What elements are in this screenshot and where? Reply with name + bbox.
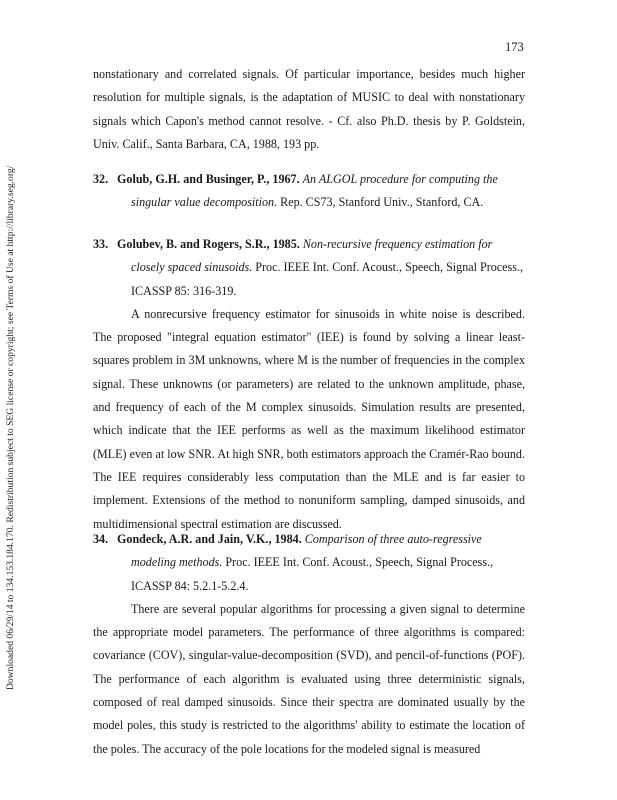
entry-number: 33. <box>93 237 109 251</box>
entry-year: 1985. <box>272 237 300 251</box>
entry-source: Rep. CS73, Stanford Univ., Stanford, CA. <box>280 195 484 210</box>
entry-title: Comparison of three auto-regressive modeling methods. <box>131 532 482 570</box>
page-number: 173 <box>505 40 524 54</box>
entry-authors: Golubev, B. and Rogers, S.R., <box>117 237 270 251</box>
entry-number: 34. <box>93 532 109 546</box>
entry-source: Proc. IEEE Int. Conf. Acoust., Speech, Signal Process., ICASSP 84: 5.2.1-5.2.4. <box>131 555 494 593</box>
citation <box>93 233 525 303</box>
entry-title: An ALGOL procedure for computing the singular value decomposition. <box>131 172 498 210</box>
download-notice: Downloaded 06/29/14 to 134.153.184.170. Redistribution subject to SEG license or copyright; see Terms of Use at http://library.seg.org/ <box>5 165 16 690</box>
reference-entry-33 <box>93 233 525 536</box>
entry-authors: Gondeck, A.R. and Jain, V.K., <box>117 532 272 546</box>
entry-year: 1984. <box>274 532 302 546</box>
entry-abstract: There are several popular algorithms for processing a given signal to determine the appropriate model parameters. The performance of three algorithms is compared: covariance (COV), singular-value-decomposition (SVD), and pencil-of-functions (POF). The performance of each algorithm is evaluated using three deterministic signals, composed of real damped sinusoids. Since their spectra are dominated usually by the model poles, this study is restricted to the algorithms' ability to estimate the location of the poles. The accuracy of the pole locations for the modeled signal is measured <box>93 601 525 756</box>
citation <box>93 168 525 215</box>
entry-year: 1967. <box>272 172 300 186</box>
entry-source: Proc. IEEE Int. Conf. Acoust., Speech, Signal Process., ICASSP 85: 316-319. <box>131 260 524 298</box>
citation <box>93 528 525 598</box>
entry-authors: Golub, G.H. and Businger, P., <box>117 172 270 186</box>
intro-paragraph: nonstationary and correlated signals. Of particular importance, besides much higher resolution for multiple signals, is the adaptation of MUSIC to deal with nonstationary signals which Capon's method cannot resolve. - Cf. also Ph.D. thesis by P. Goldstein, Univ. Calif., Santa Barbara, CA, 1988, 193 pp. <box>93 67 525 151</box>
entry-title: Non-recursive frequency estimation for closely spaced sinusoids. <box>131 237 493 275</box>
reference-entry-34 <box>93 528 525 761</box>
entry-number: 32. <box>93 172 109 186</box>
reference-entry-32 <box>93 168 525 215</box>
entry-abstract: A nonrecursive frequency estimator for sinusoids in white noise is described. The proposed "integral equation estimator" (IEE) is found by solving a linear least-squares problem in 3M unknowns, where M is the number of frequencies in the complex signal. These unknowns (or parameters) are related to the unknown amplitude, phase, and frequency of each of the M complex sinusoids. Simulation results are presented, which indicate that the IEE performs as well as the maximum likelihood estimator (MLE) even at low SNR. At high SNR, both estimators approach the Cramér-Rao bound. The IEE requires considerably less computation than the MLE and is far easier to implement. Extensions of the method to nonuniform sampling, damped sinusoids, and multidimensional spectral estimation are discussed. <box>93 306 525 531</box>
